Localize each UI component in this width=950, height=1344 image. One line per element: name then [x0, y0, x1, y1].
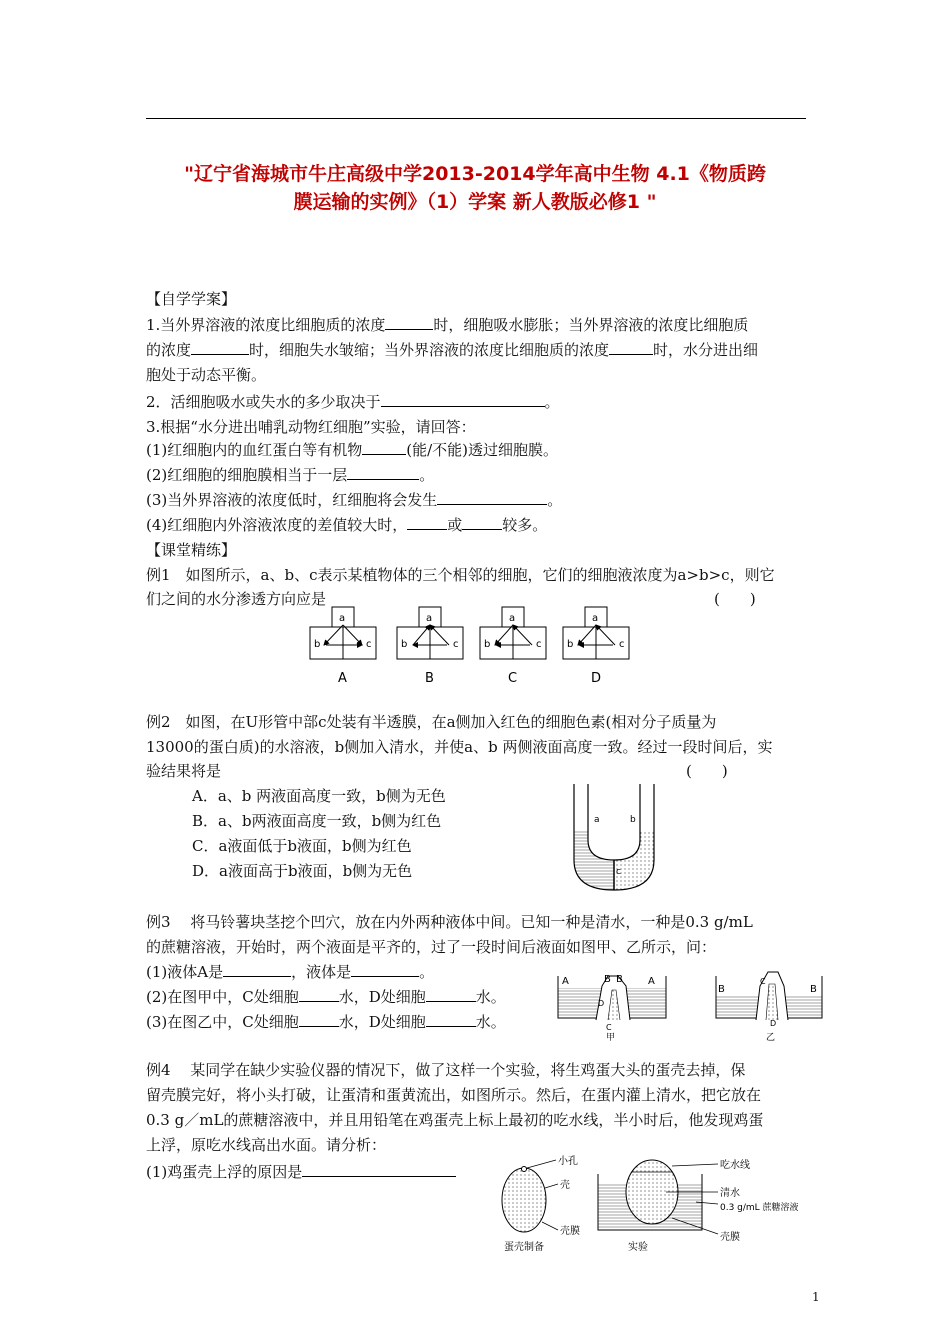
ex3-q1-blank-2[interactable] — [351, 962, 419, 977]
egg-preparation — [502, 1154, 580, 1253]
example-4-line-1: 例4 某同学在缺少实验仪器的情况下，做了这样一个实验，将生鸡蛋大头的蛋壳去掉，保 — [146, 1061, 746, 1079]
example-1-line-1: 例1 如图所示，a、b、c表示某植物体的三个相邻的细胞，它们的细胞液浓度为a>b>c，则它 — [146, 566, 775, 584]
example-2-line-2: 13000的蛋白质)的水溶液，b侧加入清水，并使a、b 两侧液面高度一致。经过一段时间后，实 — [146, 738, 773, 756]
option-d-label: D — [591, 671, 602, 686]
ex3-q2-c: 水。 — [475, 988, 506, 1006]
option-c-cells — [480, 607, 546, 686]
example-2-line-1: 例2 如图，在U形管中部c处装有半透膜，在a侧加入红色的细胞色素(相对分子质量为 — [146, 713, 717, 731]
q1-text-d: 时，细胞失水皱缩；当外界溶液的浓度比细胞质的浓度 — [249, 341, 610, 359]
svg-text:c: c — [536, 639, 542, 650]
label-sucrose: 0.3 g/mL 蔗糖溶液 — [720, 1203, 799, 1213]
q3-3-blank[interactable] — [437, 490, 547, 505]
label-water: 清水 — [720, 1188, 740, 1199]
figure-yi-label: 乙 — [766, 1033, 776, 1043]
label-waterline: 吃水线 — [720, 1160, 750, 1171]
ex3-q2-a: (2)在图甲中，C处细胞 — [146, 988, 299, 1006]
ex3-q2-b: 水，D处细胞 — [338, 988, 426, 1006]
svg-text:B: B — [616, 974, 623, 985]
q3-1-line — [146, 439, 558, 461]
ex3-q3-c: 水。 — [475, 1013, 506, 1031]
q1-blank-1[interactable] — [385, 315, 433, 330]
q3-4-line — [146, 514, 547, 536]
q3-text: 3.根据“水分进出哺乳动物红细胞”实验，请回答： — [146, 418, 476, 436]
ex3-q2-blank-1[interactable] — [299, 987, 339, 1002]
q3-1-text-a: (1)红细胞内的血红蛋白等有机物 — [146, 441, 363, 459]
figure-jia-label: 甲 — [606, 1033, 616, 1043]
q1-text-e: 时，水分进出细 — [653, 341, 759, 359]
label-experiment: 实验 — [628, 1242, 648, 1253]
cell-c-label: c — [366, 639, 372, 650]
svg-text:D: D — [770, 1019, 777, 1028]
example-2-option-d[interactable]: D．a液面高于b液面，b侧为无色 — [192, 862, 413, 880]
example-2-line-3: 验结果将是 — [146, 762, 222, 780]
q1-text-c: 的浓度 — [146, 341, 192, 359]
option-b-cells — [397, 607, 463, 686]
cell-a-label: a — [339, 613, 346, 624]
practice-heading: 【课堂精练】 — [146, 541, 237, 559]
example-1-answer-paren[interactable]: ( ) — [714, 590, 756, 608]
ex3-q1-blank-1[interactable] — [223, 962, 291, 977]
svg-text:A: A — [648, 976, 655, 987]
title-line-2: 膜运输的实例》（1）学案 新人教版必修1 " — [293, 191, 657, 213]
label-shell: 壳 — [560, 1180, 570, 1191]
svg-text:B: B — [810, 984, 817, 995]
ex3-q1-a: (1)液体A是 — [146, 963, 224, 981]
svg-text:b: b — [567, 639, 574, 650]
svg-text:a: a — [509, 613, 516, 624]
q3-4-text-c: 较多。 — [502, 516, 548, 534]
example-3-q2 — [146, 986, 506, 1008]
svg-text:c: c — [619, 639, 625, 650]
cell-b-label: b — [314, 639, 321, 650]
example-4-q1 — [146, 1161, 456, 1183]
label-membrane: 壳膜 — [560, 1226, 580, 1237]
egg-experiment — [598, 1158, 799, 1253]
svg-text:D: D — [598, 999, 605, 1008]
ex3-q3-a: (3)在图乙中，C处细胞 — [146, 1013, 299, 1031]
svg-text:c: c — [453, 639, 459, 650]
example-1-figure — [300, 605, 650, 687]
figure-yi — [716, 972, 822, 1043]
option-a-label: A — [338, 671, 347, 686]
svg-text:B: B — [718, 984, 725, 995]
example-3-line-1: 例3 将马铃薯块茎挖个凹穴，放在内外两种液体中间。已知一种是清水，一种是0.3 g/mL — [146, 913, 753, 931]
svg-text:C: C — [606, 1023, 612, 1032]
label-membrane-2: 壳膜 — [720, 1232, 740, 1243]
ex4-q1-text: (1)鸡蛋壳上浮的原因是 — [146, 1163, 303, 1181]
q3-4-blank-1[interactable] — [407, 515, 447, 530]
example-3-q1 — [146, 961, 434, 983]
q2-blank[interactable] — [381, 392, 545, 407]
self-study-heading: 【自学学案】 — [146, 290, 237, 308]
q1-text-a: 1.当外界溶液的浓度比细胞质的浓度 — [146, 316, 386, 334]
q1-line-2 — [146, 339, 758, 361]
header-rule — [146, 118, 806, 119]
option-c-label: C — [508, 671, 518, 686]
example-3-q3 — [146, 1011, 506, 1033]
svg-text:a: a — [592, 613, 599, 624]
svg-text:A: A — [562, 976, 569, 987]
svg-text:b: b — [484, 639, 491, 650]
title-line-1: "辽宁省海城市牛庄高级中学2013-2014学年高中生物 4.1《物质跨 — [184, 163, 766, 185]
q3-3-text-b: 。 — [547, 491, 563, 509]
figure-jia — [558, 974, 666, 1043]
ex3-q2-blank-2[interactable] — [426, 987, 476, 1002]
label-egg-prep: 蛋壳制备 — [504, 1242, 544, 1253]
q1-line-1 — [146, 314, 748, 336]
example-4-line-3: 0.3 g／mL的蔗糖溶液中，并且用铅笔在鸡蛋壳上标上最初的吃水线，半小时后，他发现鸡蛋 — [146, 1111, 764, 1129]
svg-text:C: C — [760, 977, 766, 986]
q2-line — [146, 391, 560, 413]
ex3-q3-blank-1[interactable] — [299, 1012, 339, 1027]
q2-text-a: 2．活细胞吸水或失水的多少取决于 — [146, 393, 381, 411]
tube-label-b: b — [630, 815, 636, 825]
q3-3-text-a: (3)当外界溶液的浓度低时，红细胞将会发生 — [146, 491, 438, 509]
example-1-line-2: 们之间的水分渗透方向应是 — [146, 590, 327, 608]
option-a-cells — [310, 607, 376, 686]
tube-label-c: c — [616, 867, 621, 877]
label-hole: 小孔 — [558, 1156, 578, 1167]
ex4-q1-blank[interactable] — [302, 1162, 456, 1177]
q1-blank-2[interactable] — [191, 340, 249, 355]
example-3-line-2: 的蔗糖溶液，开始时，两个液面是平齐的，过了一段时间后液面如图甲、乙所示，问： — [146, 938, 717, 956]
option-d-cells — [563, 607, 629, 686]
q1-text-f: 胞处于动态平衡。 — [146, 366, 267, 384]
example-2-option-c[interactable]: C．a液面低于b液面，b侧为红色 — [192, 837, 412, 855]
ex3-q3-blank-2[interactable] — [426, 1012, 476, 1027]
q3-3-line — [146, 489, 562, 511]
q1-blank-3[interactable] — [609, 340, 653, 355]
u-tube-figure — [568, 780, 668, 896]
option-b-label: B — [425, 671, 434, 686]
egg-figure — [496, 1154, 826, 1254]
q3-4-text-b: 或 — [447, 516, 463, 534]
q3-2-line — [146, 464, 434, 486]
q3-4-blank-2[interactable] — [462, 515, 502, 530]
tube-label-a: a — [594, 815, 600, 825]
q2-text-b: 。 — [544, 393, 560, 411]
potato-figure — [556, 966, 826, 1042]
q3-2-blank[interactable] — [347, 465, 419, 480]
q3-1-blank[interactable] — [362, 440, 406, 455]
example-2-option-a[interactable]: A．a、b 两液面高度一致，b侧为无色 — [192, 787, 446, 805]
ex3-q1-c: 。 — [419, 963, 435, 981]
q3-2-text-a: (2)红细胞的细胞膜相当于一层 — [146, 466, 348, 484]
page-number: 1 — [812, 1290, 820, 1304]
q1-text-b: 时，细胞吸水膨胀；当外界溶液的浓度比细胞质 — [433, 316, 749, 334]
q3-4-text-a: (4)红细胞内外溶液浓度的差值较大时， — [146, 516, 408, 534]
example-4-line-2: 留壳膜完好，将小头打破，让蛋清和蛋黄流出，如图所示。然后，在蛋内灌上清水，把它放在 — [146, 1086, 762, 1104]
ex3-q1-b: ，液体是 — [291, 963, 352, 981]
ex3-q3-b: 水，D处细胞 — [338, 1013, 426, 1031]
svg-text:b: b — [401, 639, 408, 650]
example-4-line-4: 上浮，原吃水线高出水面。请分析： — [146, 1136, 387, 1154]
document-title — [130, 160, 820, 216]
q3-1-text-b: (能/不能)透过细胞膜。 — [406, 441, 559, 459]
svg-text:a: a — [426, 613, 433, 624]
q3-2-text-b: 。 — [419, 466, 435, 484]
svg-text:B: B — [604, 974, 611, 985]
example-2-option-b[interactable]: B．a、b两液面高度一致，b侧为红色 — [192, 812, 442, 830]
example-2-answer-paren[interactable]: ( ) — [686, 762, 728, 780]
